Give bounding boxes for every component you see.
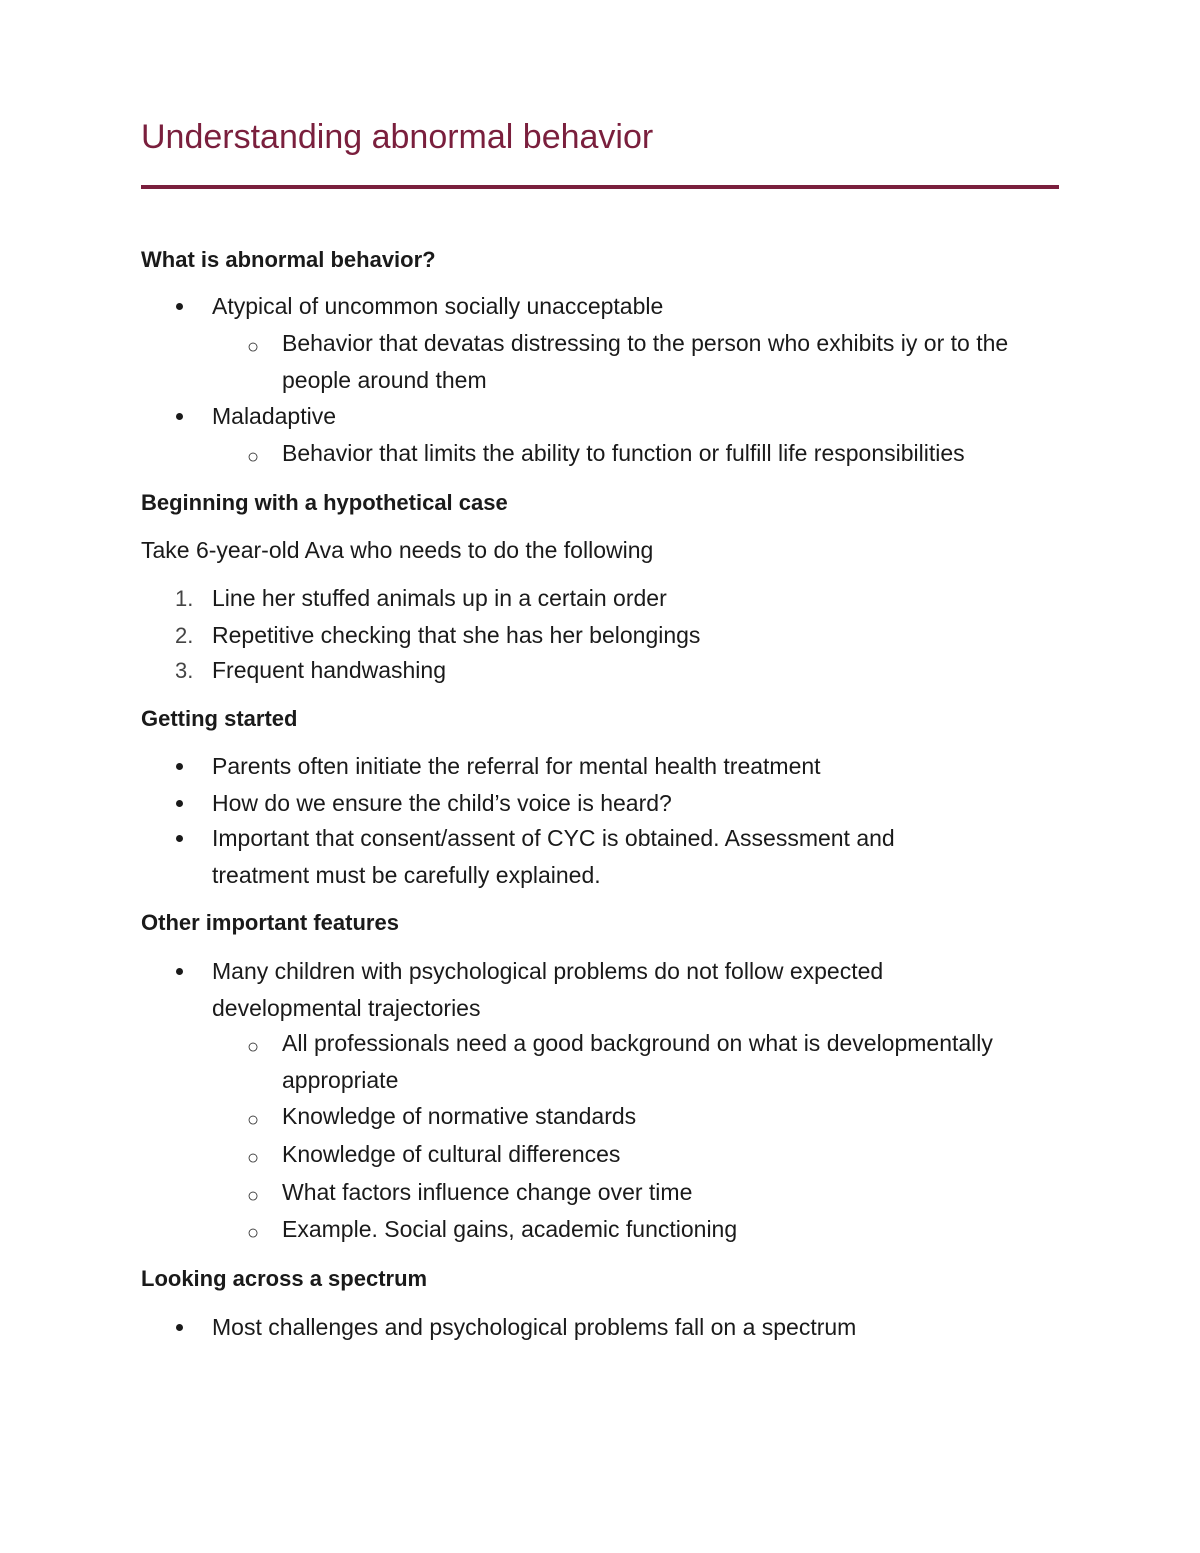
- hollow-bullet-icon: ○: [247, 1185, 260, 1207]
- hollow-bullet-icon: ○: [247, 1222, 260, 1244]
- hollow-bullet-icon: ○: [247, 1147, 260, 1169]
- list-number: 3.: [175, 658, 194, 683]
- list-item: Repetitive checking that she has her belongings: [212, 622, 701, 648]
- bullet-icon: [176, 413, 183, 420]
- intro-paragraph: Take 6-year-old Ava who needs to do the following: [141, 537, 654, 563]
- section-heading-other-features: Other important features: [141, 910, 399, 935]
- list-item: Behavior that devatas distressing to the person who exhibits iy or to the people around them: [282, 330, 1009, 393]
- title-rule: [141, 185, 1059, 189]
- list-item: Parents often initiate the referral for mental health treatment: [212, 753, 821, 779]
- hollow-bullet-icon: ○: [247, 1109, 260, 1131]
- list-item: Atypical of uncommon socially unacceptable: [212, 293, 664, 319]
- list-item: Important that consent/assent of CYC is obtained. Assessment and treatment must be carefully explained.: [212, 825, 895, 888]
- list-item: Knowledge of normative standards: [282, 1103, 637, 1129]
- bullet-icon: [176, 1324, 183, 1331]
- list-item: Line her stuffed animals up in a certain order: [212, 585, 667, 611]
- bullet-icon: [176, 968, 183, 975]
- list-item: Frequent handwashing: [212, 657, 446, 683]
- list-item: Maladaptive: [212, 403, 337, 429]
- list-item: Behavior that limits the ability to function or fulfill life responsibilities: [282, 440, 965, 466]
- hollow-bullet-icon: ○: [247, 446, 260, 468]
- list-number: 2.: [175, 623, 194, 648]
- bullet-icon: [176, 835, 183, 842]
- bullet-icon: [176, 800, 183, 807]
- section-heading-spectrum: Looking across a spectrum: [141, 1266, 428, 1291]
- list-item: Knowledge of cultural differences: [282, 1141, 621, 1167]
- list-item: All professionals need a good background on what is developmentally appropriate: [282, 1030, 993, 1093]
- list-item: Example. Social gains, academic functioning: [282, 1216, 738, 1242]
- list-number: 1.: [175, 586, 194, 611]
- list-item: What factors influence change over time: [282, 1179, 693, 1205]
- page-title: Understanding abnormal behavior: [141, 118, 654, 156]
- list-item: Most challenges and psychological problems fall on a spectrum: [212, 1314, 857, 1340]
- section-heading-hypothetical-case: Beginning with a hypothetical case: [141, 490, 508, 515]
- hollow-bullet-icon: ○: [247, 1036, 260, 1058]
- list-item: Many children with psychological problems do not follow expected developmental trajectories: [212, 958, 884, 1021]
- section-heading-getting-started: Getting started: [141, 706, 298, 731]
- hollow-bullet-icon: ○: [247, 336, 260, 358]
- section-heading-abnormal-behavior: What is abnormal behavior?: [141, 247, 436, 272]
- list-item: How do we ensure the child’s voice is heard?: [212, 790, 672, 816]
- bullet-icon: [176, 763, 183, 770]
- bullet-icon: [176, 303, 183, 310]
